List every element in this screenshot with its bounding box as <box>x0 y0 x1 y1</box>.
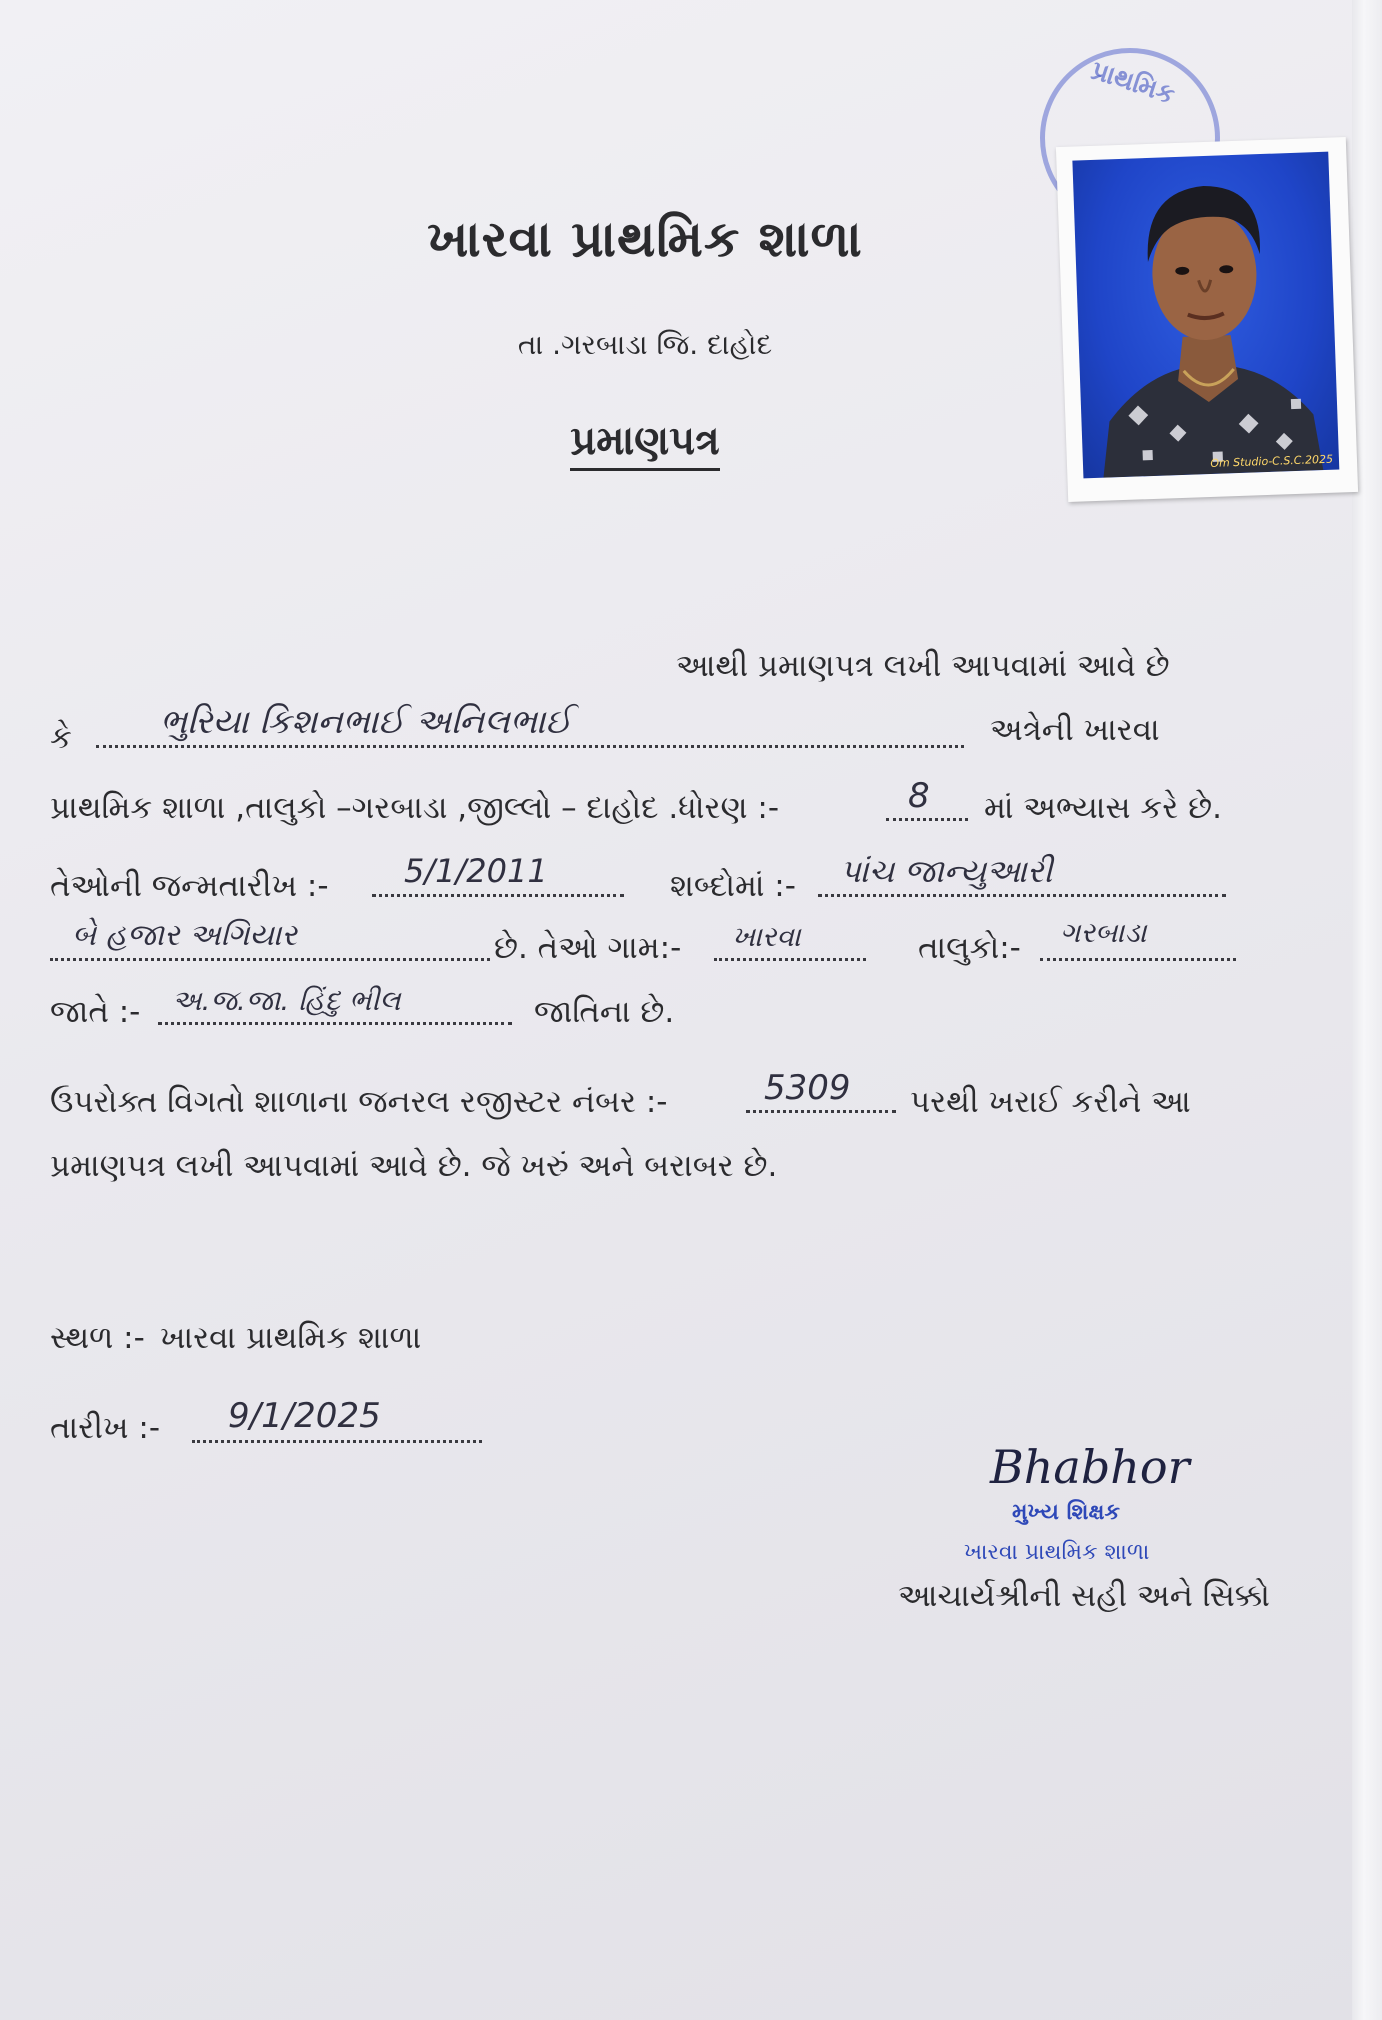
taluka-label: તાલુકો:- <box>918 930 1021 966</box>
line2-suffix: માં અભ્યાસ કરે છે. <box>984 790 1222 826</box>
words-label: શબ્દોમાં :- <box>670 868 796 904</box>
date-value: 9/1/2025 <box>228 1396 381 1436</box>
line4-mid: છે. તેઓ ગામ:- <box>494 930 682 966</box>
dob-words-1: પાંચ જાન્યુઆરી <box>840 852 1053 890</box>
caste-suffix: જાતિના છે. <box>534 994 675 1030</box>
line1-suffix: અત્રેની ખારવા <box>990 712 1160 748</box>
stamp-line-2: ખારવા પ્રાથમિક શાળા <box>964 1540 1150 1565</box>
village-value: ખારવા <box>732 920 801 953</box>
paper-edge <box>1352 0 1382 2020</box>
certificate-title-text: પ્રમાણપત્ર <box>570 418 719 471</box>
caste-value: અ.જ.જા. હિંદુ ભીલ <box>172 984 401 1017</box>
line1-prefix: કે <box>50 720 72 756</box>
caste-label: જાતે :- <box>50 994 141 1030</box>
round-stamp-text: પ્રાથમિક <box>1087 55 1179 111</box>
studio-caption: Om Studio-C.S.C.2025 <box>1210 452 1334 470</box>
register-number: 5309 <box>764 1068 851 1108</box>
dob-label: તેઓની જન્મતારીખ :- <box>50 868 329 904</box>
standard-dots <box>886 818 968 821</box>
student-portrait-image <box>1072 152 1339 479</box>
register-suffix: પરથી ખરાઈ કરીને આ <box>910 1084 1191 1120</box>
school-address: તા .ગરબાડા જિ. દાહોદ <box>517 328 773 361</box>
standard-value: 8 <box>908 776 930 816</box>
intro-text: આથી પ્રમાણપત્ર લખી આપવામાં આવે છે <box>676 648 1170 684</box>
student-photo-frame <box>1056 137 1358 502</box>
words2-dots <box>50 958 490 961</box>
school-name: ખારવા પ્રાથમિક શાળા <box>427 210 863 268</box>
register-dots <box>746 1110 896 1113</box>
closing-text: પ્રમાણપત્ર લખી આપવામાં આવે છે. જે ખરું અને બરાબર છે. <box>50 1148 778 1184</box>
caste-dots <box>158 1022 512 1025</box>
village-dots <box>714 958 866 961</box>
stamp-line-1: મુખ્ય શિક્ષક <box>1012 1500 1121 1525</box>
taluka-value: ગરબાડા <box>1060 916 1147 949</box>
principal-signature: Bhabhor <box>990 1440 1190 1494</box>
register-prefix: ઉપરોક્ત વિગતો શાળાના જનરલ રજીસ્ટર નંબર :- <box>50 1084 668 1120</box>
dob-value: 5/1/2011 <box>404 852 548 890</box>
student-name: ભુરિયા કિશનભાઈ અનિલભાઈ <box>160 702 572 742</box>
line2-text: પ્રાથમિક શાળા ,તાલુકો –ગરબાડા ,જીલ્લો – દાહોદ .ધોરણ :- <box>50 790 780 826</box>
taluka-dots <box>1040 958 1236 961</box>
place-label: સ્થળ :- <box>50 1320 145 1356</box>
name-dots <box>96 745 964 748</box>
place-value: ખારવા પ્રાથમિક શાળા <box>160 1320 422 1356</box>
dob-dots <box>372 894 624 897</box>
sign-caption: આચાર્યશ્રીની સહી અને સિક્કો <box>898 1578 1270 1614</box>
date-label: તારીખ :- <box>50 1410 161 1446</box>
dob-words-2: બે હજાર અગિયાર <box>72 918 297 953</box>
date-dots <box>192 1440 482 1443</box>
words-dots <box>818 894 1226 897</box>
student-photo <box>1072 152 1339 479</box>
